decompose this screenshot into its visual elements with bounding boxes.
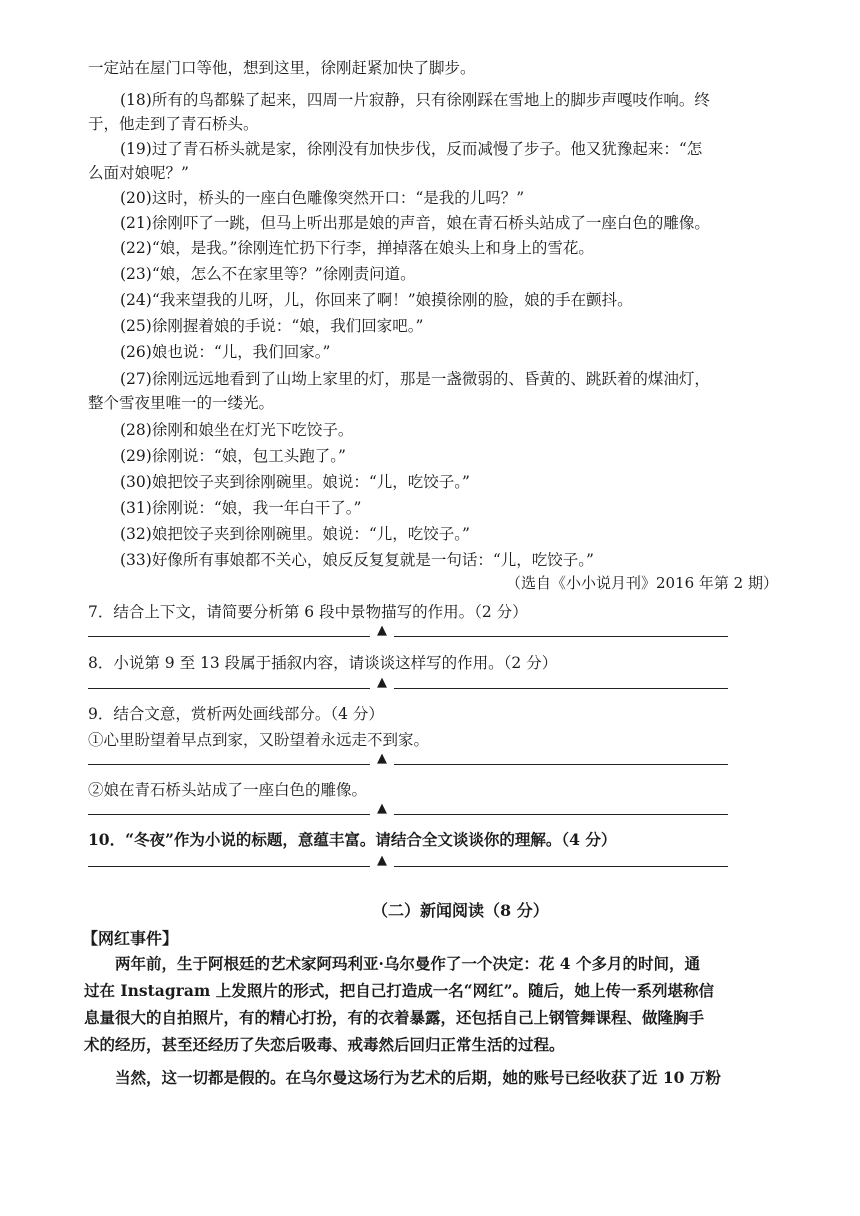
answer-line-q8[interactable] <box>88 675 728 692</box>
story-line: (30)娘把饺子夹到徐刚碗里。娘说：“儿，吃饺子。” <box>120 473 470 491</box>
answer-line-q7[interactable] <box>88 623 728 640</box>
story-line: (18)所有的鸟都躲了起来，四周一片寂静，只有徐刚踩在雪地上的脚步声嘎吱作响。终 <box>120 91 710 109</box>
triangle-icon: ▲ <box>377 751 387 766</box>
story-line: (32)娘把饺子夹到徐刚碗里。娘说：“儿，吃饺子。” <box>120 525 470 543</box>
news-line: 息量很大的自拍照片，有的精心打扮，有的衣着暴露，还包括自己上钢管舞课程、做隆胸手 <box>84 1008 705 1027</box>
answer-line-q10[interactable] <box>88 853 728 870</box>
story-line: (33)好像所有事娘都不关心，娘反反复复就是一句话：“儿，吃饺子。” <box>120 551 594 569</box>
story-line: (23)“娘，怎么不在家里等？”徐刚责问道。 <box>120 265 416 283</box>
story-line: (29)徐刚说：“娘，包工头跑了。” <box>120 447 346 465</box>
question-9-part-1: ①心里盼望着早点到家，又盼望着永远走不到家。 <box>88 731 430 749</box>
news-line: 两年前，生于阿根廷的艺术家阿玛利亚·乌尔曼作了一个决定：花 4 个多月的时间，通 <box>84 954 700 973</box>
news-line: 术的经历，甚至还经历了失恋后吸毒、戒毒然后回归正常生活的过程。 <box>84 1035 565 1054</box>
story-line: 一定站在屋门口等他，想到这里，徐刚赶紧加快了脚步。 <box>88 59 476 77</box>
story-line: 么面对娘呢？” <box>88 164 189 182</box>
triangle-icon: ▲ <box>377 675 387 690</box>
answer-line-q9a[interactable] <box>88 751 728 768</box>
story-line: (20)这时，桥头的一座白色雕像突然开口：“是我的儿吗？” <box>120 189 525 207</box>
question-9: 9．结合文意，赏析两处画线部分。（4 分） <box>88 705 384 723</box>
story-line: 整个雪夜里唯一的一缕光。 <box>88 394 275 412</box>
answer-line-q9b[interactable] <box>88 801 728 818</box>
section-title-news: （二）新闻阅读（8 分） <box>372 901 549 920</box>
story-line: (28)徐刚和娘坐在灯光下吃饺子。 <box>120 421 354 439</box>
question-10: 10．“冬夜”作为小说的标题，意蕴丰富。请结合全文谈谈你的理解。（4 分） <box>88 830 617 849</box>
story-line: (31)徐刚说：“娘，我一年白干了。” <box>120 499 362 517</box>
news-line: 当然，这一切都是假的。在乌尔曼这场行为艺术的后期，她的账号已经收获了近 10 万粉 <box>84 1068 721 1087</box>
question-9-part-2: ②娘在青石桥头站成了一座白色的雕像。 <box>88 781 368 799</box>
triangle-icon: ▲ <box>377 623 387 638</box>
story-line: (19)过了青石桥头就是家，徐刚没有加快步伐，反而减慢了步子。他又犹豫起来：“怎 <box>120 140 703 158</box>
triangle-icon: ▲ <box>377 801 387 816</box>
story-line: (21)徐刚吓了一跳，但马上听出那是娘的声音，娘在青石桥头站成了一座白色的雕像。 <box>120 214 710 232</box>
news-body <box>84 950 804 1091</box>
story-line: (25)徐刚握着娘的手说：“娘，我们回家吧。” <box>120 317 424 335</box>
question-7: 7．结合上下文，请简要分析第 6 段中景物描写的作用。（2 分） <box>88 603 528 621</box>
news-line: 过在 Instagram 上发照片的形式，把自己打造成一名“网红”。随后，她上传一系列堪称信 <box>84 981 715 1000</box>
triangle-icon: ▲ <box>377 853 387 868</box>
question-8: 8．小说第 9 至 13 段属于插叙内容，请谈谈这样写的作用。（2 分） <box>88 654 558 672</box>
news-tag: 【网红事件】 <box>82 929 179 948</box>
story-line: (24)“我来望我的儿呀，儿，你回来了啊！”娘摸徐刚的脸，娘的手在颤抖。 <box>120 291 633 309</box>
story-line: (22)“娘，是我。”徐刚连忙扔下行李，掸掉落在娘头上和身上的雪花。 <box>120 239 594 257</box>
story-line: (26)娘也说：“儿，我们回家。” <box>120 343 331 361</box>
story-line: (27)徐刚远远地看到了山坳上家里的灯，那是一盏微弱的、昏黄的、跳跃着的煤油灯， <box>120 370 710 388</box>
story-line: 于，他走到了青石桥头。 <box>88 115 259 133</box>
story-source: （选自《小小说月刊》2016 年第 2 期） <box>505 574 778 592</box>
